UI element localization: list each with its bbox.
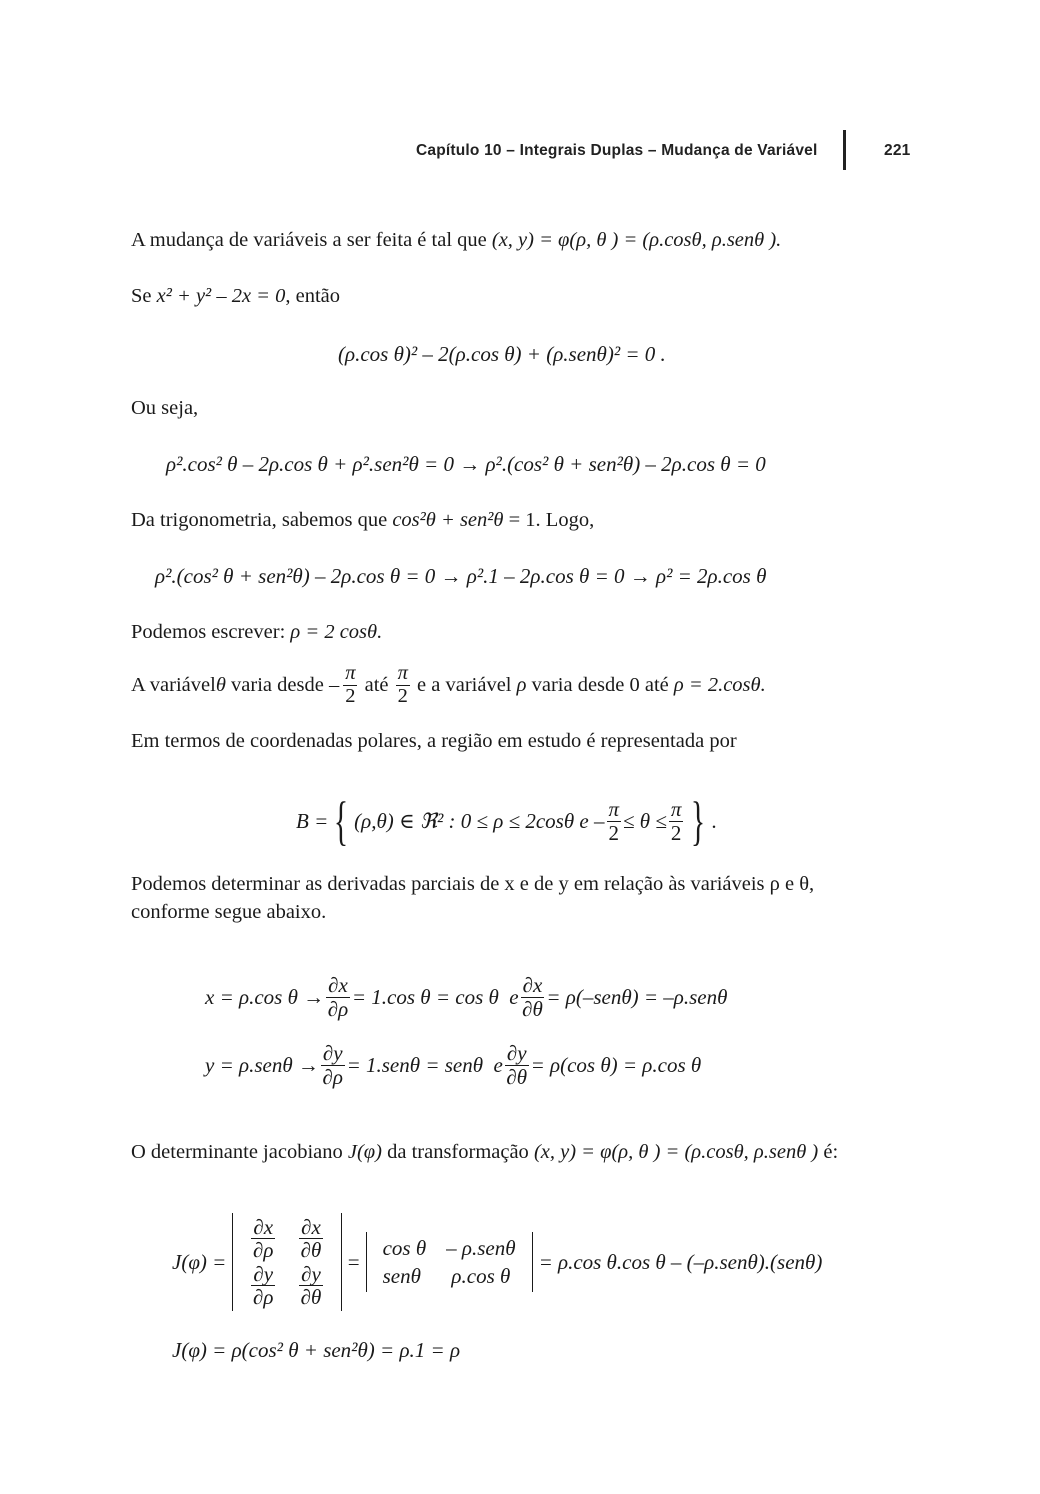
header-divider xyxy=(843,130,846,170)
right-brace: } xyxy=(691,791,706,851)
jacobian-determinant: J(φ) = $\frac{\partial x}{\partial\rho}$ $\frac{\partial x}{\partial\theta}$ $\frac{\partial y}{\partial\rho}$ $\frac{\partial y}{\partial\theta}$ = cos θ – ρ.senθ senθ ρ.cos θ = ρ.cos θ.cos θ – (–ρ.senθ).(senθ) xyxy=(172,1198,822,1326)
paragraph-change-of-variables: A mudança de variáveis a ser feita é tal que (x, y) = φ(ρ, θ ) = (ρ.cosθ, ρ.senθ ). xyxy=(131,229,782,251)
paragraph-variable-ranges: A variável θ varia desde – $\frac{\pi}{2}$ até $\frac{\pi}{2}$ e a variável ρ varia desde 0 até ρ = 2.cosθ. xyxy=(131,661,766,707)
fraction-dy-dtheta: $\frac{\partial y}{\partial\theta}$ xyxy=(300,1262,322,1310)
left-brace: { xyxy=(334,791,349,851)
fraction-pi-over-2: $\frac{\pi}{2}$ xyxy=(670,797,682,845)
fraction-pi-over-2: $\frac{\pi}{2}$ xyxy=(345,661,356,707)
running-header xyxy=(416,138,910,174)
fraction-dy-drho: $\frac{\partial y}{\partial\rho}$ xyxy=(252,1262,274,1310)
fraction-pi-over-2: $\frac{\pi}{2}$ xyxy=(608,797,620,845)
equation-substitution: (ρ.cos θ)² – 2(ρ.cos θ) + (ρ.senθ)² = 0 . xyxy=(338,342,666,366)
fraction-dx-drho: $\frac{\partial x}{\partial\rho}$ xyxy=(252,1214,274,1262)
page-number: 221 xyxy=(884,142,911,159)
trig-matrix: cos θ – ρ.senθ senθ ρ.cos θ xyxy=(366,1232,533,1292)
paragraph-trigonometry: Da trigonometria, sabemos que cos²θ + sen²θ = 1. Logo, xyxy=(131,509,595,531)
fraction-pi-over-2: $\frac{\pi}{2}$ xyxy=(397,661,408,707)
jacobian-final: J(φ) = ρ(cos² θ + sen²θ) = ρ.1 = ρ xyxy=(172,1338,461,1362)
paragraph-polar-region: Em termos de coordenadas polares, a região em estudo é representada por xyxy=(131,730,737,752)
chapter-title: Capítulo 10 – Integrais Duplas – Mudança de Variável xyxy=(416,142,818,159)
derivatives-row-y: y = ρ.senθ → $\frac{\partial y}{\partial\rho}$ = 1.senθ = senθ e $\frac{\partial y}{\partial\theta}$ = ρ(cos θ) = ρ.cos θ xyxy=(205,1041,702,1089)
fraction-dy-drho: $\frac{\partial y}{\partial\rho}$ xyxy=(322,1041,343,1089)
equation-expanded: ρ².cos² θ – 2ρ.cos θ + ρ².sen²θ = 0 → ρ².(cos² θ + sen²θ) – 2ρ.cos θ = 0 xyxy=(166,452,766,476)
paragraph-ou-seja: Ou seja, xyxy=(131,397,199,419)
paragraph-jacobian: O determinante jacobiano J(φ) da transformação (x, y) = φ(ρ, θ ) = (ρ.cosθ, ρ.senθ ) é: xyxy=(131,1141,839,1163)
fraction-dx-drho: $\frac{\partial x}{\partial\rho}$ xyxy=(327,973,349,1021)
derivatives-row-x: x = ρ.cos θ → $\frac{\partial x}{\partial\rho}$ = 1.cos θ = cos θ e $\frac{\partial x}{\partial\theta}$ = ρ(–senθ) = –ρ.senθ xyxy=(205,973,728,1021)
fraction-dx-dtheta: $\frac{\partial x}{\partial\theta}$ xyxy=(522,973,543,1021)
paragraph-circle-equation: Se x² + y² – 2x = 0, então xyxy=(131,285,341,307)
equation-simplified: ρ².(cos² θ + sen²θ) – 2ρ.cos θ = 0 → ρ².1 – 2ρ.cos θ = 0 → ρ² = 2ρ.cos θ xyxy=(155,564,767,588)
equation-region-B: B = { (ρ,θ) ∈ ℜ² : 0 ≤ ρ ≤ 2cosθ e – $\frac{\pi}{2}$ ≤ θ ≤ $\frac{\pi}{2}$ } . xyxy=(296,791,717,851)
paragraph-polar-curve: Podemos escrever: ρ = 2 cosθ. xyxy=(131,621,383,643)
paragraph-partial-derivatives: Podemos determinar as derivadas parciais de x e de y em relação às variáveis ρ e θ, conforme segue abaixo. xyxy=(131,873,815,923)
fraction-dy-dtheta: $\frac{\partial y}{\partial\theta}$ xyxy=(506,1041,528,1089)
fraction-dx-dtheta: $\frac{\partial x}{\partial\theta}$ xyxy=(300,1214,322,1262)
partials-matrix xyxy=(232,1213,341,1311)
